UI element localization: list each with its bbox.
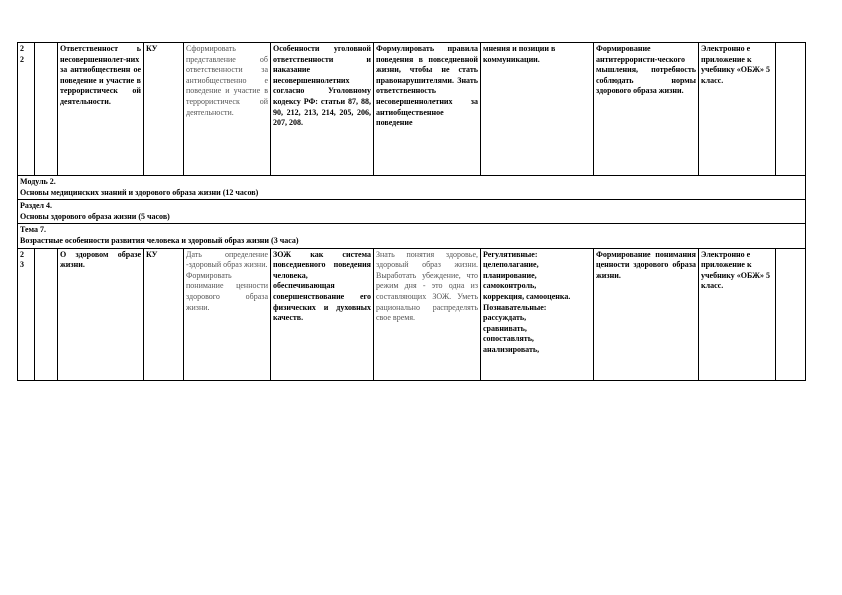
lesson-content: ЗОЖ как система повседневного поведения человека, обеспечивающая совершенствование его физических и духовных качеств.: [271, 248, 374, 380]
lesson-plan-table: [17, 42, 806, 381]
uud-line: рассуждать,: [483, 313, 527, 323]
table-row: [18, 43, 806, 176]
section-theme: [18, 224, 806, 248]
section-module-name: Основы медицинских знаний и здорового образа жизни (12 часов): [20, 187, 259, 197]
section-theme-title: Тема 7.: [20, 225, 46, 235]
lesson-requirements: Формулировать правила поведения в повседневной жизни, чтобы не стать правонарушителями. Знать ответственность несовершеннолетних за антиобщественное поведение: [374, 43, 481, 176]
row-number: [18, 248, 35, 380]
lesson-resource: Электронно е приложение к учебнику «ОБЖ» 5 класс.: [699, 43, 776, 176]
section-theme-name: Возрастные особенности развития человека и здоровый образ жизни (3 часа): [20, 235, 299, 245]
section-part: [18, 200, 806, 224]
row-number-line: 2: [20, 54, 24, 64]
row-number-line: 3: [20, 260, 24, 270]
section-part-row: [18, 200, 806, 224]
section-part-title: Раздел 4.: [20, 201, 53, 211]
section-module: [18, 176, 806, 200]
goal-line: Дать определение -здоровый образ жизни.: [186, 249, 268, 270]
uud-line: коррекция, самооценка.: [483, 291, 571, 301]
lesson-type: КУ: [144, 43, 184, 176]
uud-line: сравнивать,: [483, 323, 527, 333]
section-module-title: Модуль 2.: [20, 177, 56, 186]
lesson-topic: О здоровом образе жизни.: [58, 248, 144, 380]
lesson-uud: [481, 248, 594, 380]
table-row: [18, 248, 806, 380]
empty-cell: [35, 248, 58, 380]
row-number-line: 2: [20, 44, 24, 53]
uud-line: целеполагание,: [483, 260, 539, 270]
lesson-goals: [184, 248, 271, 380]
goal-line: Формировать понимание ценности здорового образа жизни.: [186, 270, 268, 312]
section-module-row: [18, 176, 806, 200]
uud-line: сопоставлять,: [483, 334, 534, 344]
lesson-goals: Сформировать представление об ответственности за антиобщественно е поведение и участие в террористическ ой деятельности.: [184, 43, 271, 176]
empty-cell: [35, 43, 58, 176]
uud-line: Регулятивные:: [483, 249, 538, 259]
uud-line: анализировать,: [483, 344, 540, 354]
empty-cell: [776, 43, 806, 176]
uud-line: планирование,: [483, 270, 537, 280]
lesson-uud: мнения и позиции в коммуникации.: [481, 43, 594, 176]
row-number-line: 2: [20, 249, 24, 259]
lesson-topic: Ответственност ь несовершеннолет-них за антиобщественн ое поведение и участие в террористическ ой деятельности.: [58, 43, 144, 176]
uud-line: самоконтроль,: [483, 281, 537, 291]
section-theme-row: [18, 224, 806, 248]
lesson-type: КУ: [144, 248, 184, 380]
section-part-name: Основы здорового образа жизни (5 часов): [20, 211, 170, 221]
lesson-requirements: Знать понятия здоровье, здоровый образ жизни. Выработать убеждение, что режим дня - это одна из составляющих ЗОЖ. Уметь рационально распределять свое время.: [374, 248, 481, 380]
empty-cell: [776, 248, 806, 380]
lesson-personal-results: Формирование антитеррористи-ческого мышления, потребность соблюдать нормы здорового образа жизни.: [594, 43, 699, 176]
lesson-resource: Электронно е приложение к учебнику «ОБЖ» 5 класс.: [699, 248, 776, 380]
row-number: [18, 43, 35, 176]
lesson-plan-sheet: [17, 42, 805, 381]
lesson-content: Особенности уголовной ответственности и наказание несовершеннолетних согласно Уголовному кодексу РФ: статьи 87, 88, 90, 212, 213, 214, 205, 206, 207, 208.: [271, 43, 374, 176]
uud-line: Познавательные:: [483, 302, 547, 312]
lesson-personal-results: Формирование понимания ценности здорового образа жизни.: [594, 248, 699, 380]
